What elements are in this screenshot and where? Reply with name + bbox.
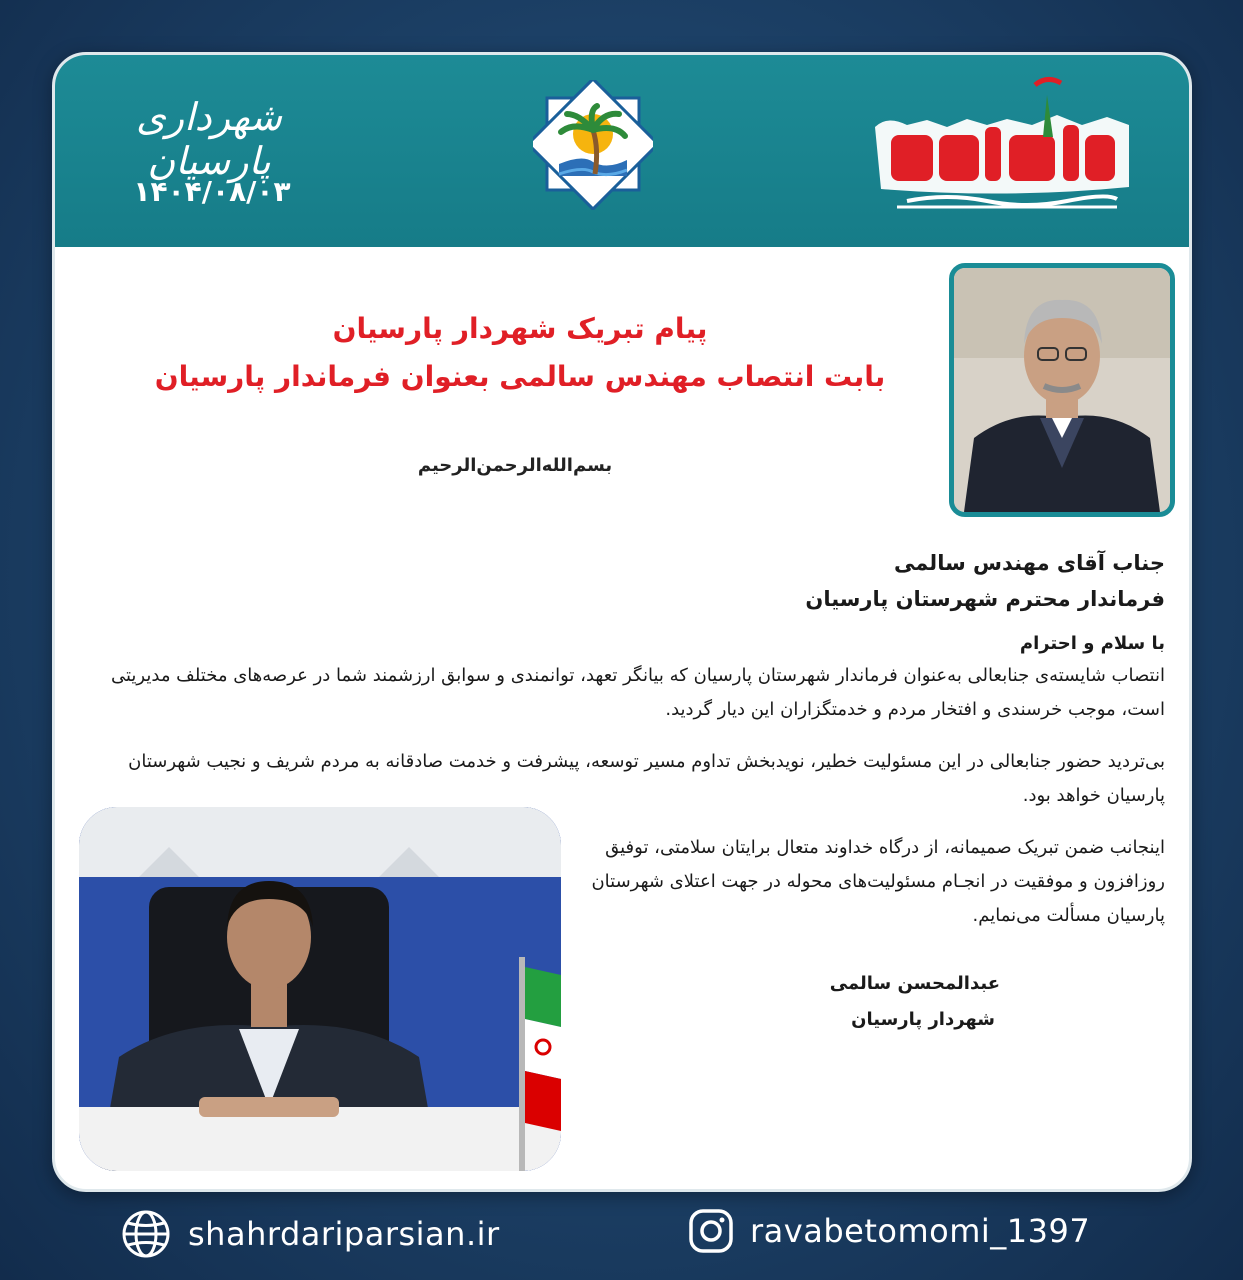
instagram-link[interactable] [688, 1208, 1090, 1254]
mayor-photo [79, 807, 561, 1171]
website-url: shahrdariparsian.ir [188, 1215, 500, 1253]
globe-icon [120, 1208, 172, 1260]
brand-title: شهرداری پارسیان [136, 95, 282, 183]
instagram-icon [688, 1208, 734, 1254]
addressee-line-2: فرماندار محترم شهرستان پارسیان [805, 587, 1165, 611]
message-title [125, 305, 915, 401]
title-line-2: بابت انتصاب مهندس سالمی بعنوان فرماندار پارسیان [154, 360, 886, 393]
signature-name: عبدالمحسن سالمی [829, 973, 1000, 994]
title-line-1: پیام تبریک شهردار پارسیان [332, 312, 708, 345]
header-banner [55, 55, 1189, 247]
announcement-card [52, 52, 1192, 1192]
addressee [575, 545, 1165, 617]
iran-logo-icon [867, 75, 1147, 220]
paragraph-2: بی‌تردید حضور جنابعالی در این مسئولیت خطیر، نویدبخش تداوم مسیر توسعه، پیشرفت و خدمت صادقانه به مردم شریف و نجیب شهرستان پارسیان خواهد بود. [128, 751, 1165, 806]
municipality-emblem-icon [533, 80, 653, 210]
paragraph-1: انتصاب شایسته‌ی جنابعالی به‌عنوان فرماندار شهرستان پارسیان که بیانگر تعهد، توانمندی و سوابق ارزشمند شما در عرصه‌های مختلف مدیریتی است، موجب خرسندی و افتخار مردم و خدمتگزاران این دیار گردید. [110, 665, 1165, 720]
post-date: ۱۴۰۴/۰۸/۰۳ [133, 175, 291, 208]
governor-photo [949, 263, 1175, 517]
signature-title: شهردار پارسیان [851, 1009, 995, 1030]
instagram-handle: ravabetomomi_1397 [750, 1212, 1091, 1250]
addressee-line-1: جناب آقای مهندس سالمی [893, 551, 1165, 575]
website-link[interactable] [120, 1208, 500, 1260]
footer [0, 1196, 1243, 1280]
paragraph-3: اینجانب ضمن تبریک صمیمانه، از درگاه خداوند متعال برایتان سلامتی، توفیق روزافزون و موفقیت در انجـام مسئولیت‌های محوله در جهت اعتلای شهرستان پارسیان مسألت می‌نمایم. [591, 837, 1165, 926]
greeting: با سلام و احترام [1019, 633, 1165, 654]
bismillah: بسم‌الله‌الرحمن‌الرحیم [417, 455, 613, 476]
